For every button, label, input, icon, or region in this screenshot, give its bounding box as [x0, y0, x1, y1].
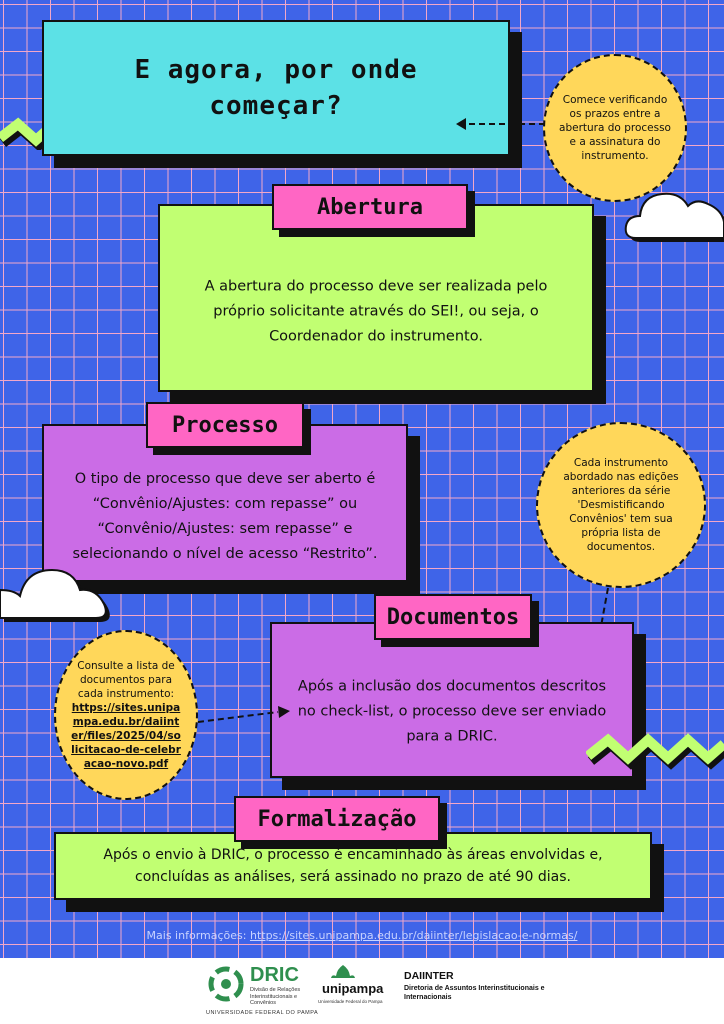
formalizacao-box — [54, 832, 652, 900]
footer — [0, 958, 724, 1024]
abertura-box — [158, 204, 594, 392]
zigzag-decoration-right — [586, 722, 724, 778]
more-info-link[interactable]: https://sites.unipampa.edu.br/daiinter/legislacao-e-normas/ — [249, 929, 578, 942]
dric-subtitle: Divisão de Relações Interinstitucionais e Convênios — [250, 987, 301, 1006]
tip-bubble-top — [543, 54, 687, 202]
cloud-icon-left — [0, 560, 112, 624]
page-title: E agora, por onde começar? — [134, 55, 418, 121]
unipampa-name: unipampa — [322, 981, 384, 996]
formalizacao-text: Após o envio à DRIC, o processo é encaminhado às áreas envolvidas e, concluídas as análises, será assinado no prazo de até 90 dias. — [103, 847, 603, 885]
tip-bubble-right-text: Cada instrumento abordado nas edições anteriores da série 'Desmistificando Convênios' tem sua própria lista de documentos. — [563, 457, 679, 553]
tip-bubble-left — [54, 630, 198, 800]
tip-bubble-right — [536, 422, 706, 588]
dric-university: UNIVERSIDADE FEDERAL DO PAMPA — [206, 1010, 319, 1016]
more-info-label: Mais informações: — [146, 929, 247, 942]
daiinter-subtitle: Diretoria de Assuntos Interinstitucionais e Internacionais — [404, 985, 545, 1001]
documentos-text: Após a inclusão dos documentos descritos no check-list, o processo deve ser enviado para a DRIC. — [297, 678, 607, 745]
cloud-icon-right — [618, 182, 724, 244]
more-info — [0, 929, 724, 942]
dric-logo-icon — [206, 964, 246, 1004]
abertura-text: A abertura do processo deve ser realizada pelo próprio solicitante através do SEI!, ou seja, o Coordenador do instrumento. — [204, 278, 548, 345]
abertura-heading: Abertura — [272, 184, 468, 230]
unipampa-subtitle: Universidade Federal do Pampa — [318, 999, 383, 1004]
formalizacao-heading: Formalização — [234, 796, 440, 842]
dashed-arrow-top — [450, 112, 550, 136]
processo-text: O tipo de processo que deve ser aberto é “Convênio/Ajustes: com repasse” ou “Convênio/Ajustes: sem repasse” e selecionando o nível de acesso “Restrito”. — [72, 471, 378, 562]
dric-title: DRIC — [250, 964, 299, 986]
daiinter-title: DAIINTER — [404, 970, 454, 982]
dashed-arrow-left — [196, 700, 296, 730]
unipampa-logo-icon — [330, 964, 356, 982]
documents-list-link[interactable]: https://sites.unipampa.edu.br/daiinter/files/2025/04/solicitacao-de-celebracao-novo.pdf — [71, 702, 181, 770]
tip-bubble-top-text: Comece verificando os prazos entre a abertura do processo e a assinatura do instrumento. — [559, 94, 671, 162]
processo-heading: Processo — [146, 402, 304, 448]
tip-bubble-left-text: Consulte a lista de documentos para cada instrumento: — [77, 660, 175, 700]
documentos-box — [270, 622, 634, 778]
title-box — [42, 20, 510, 156]
documentos-heading: Documentos — [374, 594, 532, 640]
